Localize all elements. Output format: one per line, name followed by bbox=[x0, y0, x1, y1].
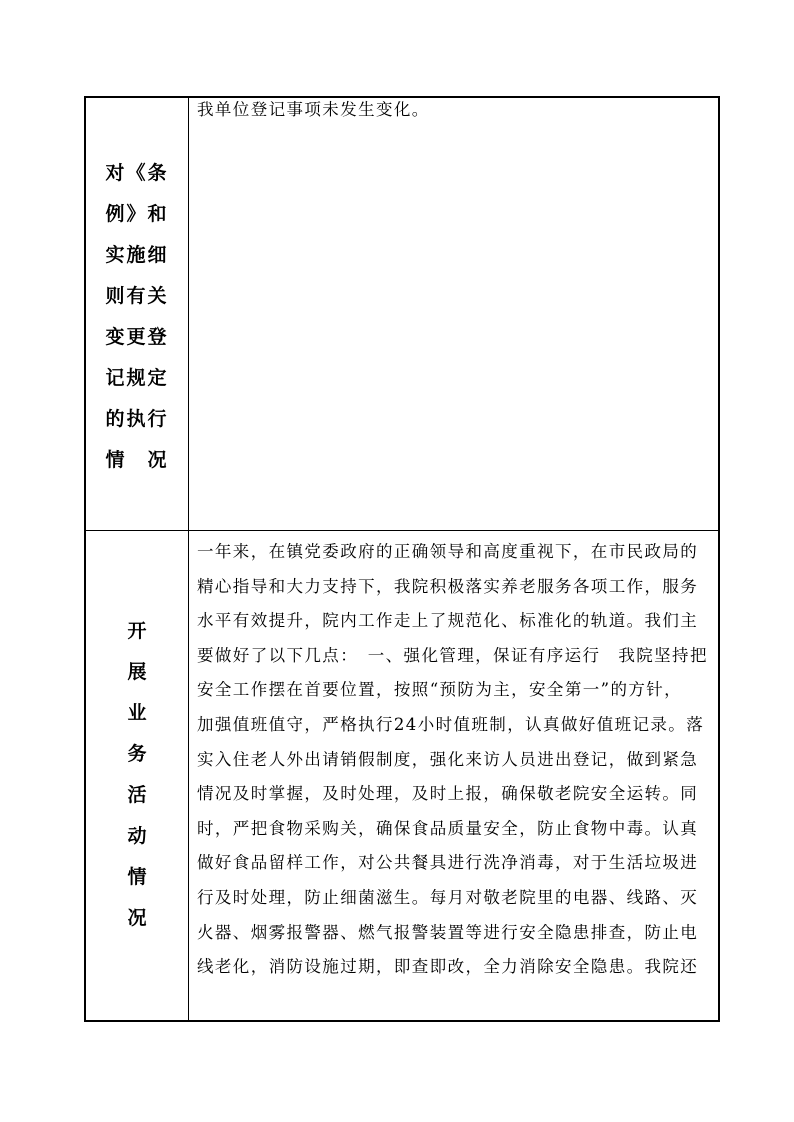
text-line: 做好食品留样工作，对公共餐具进行洗净消毒，对于生活垃圾进 bbox=[197, 853, 699, 873]
label-line: 变更登 bbox=[105, 326, 169, 348]
label-line: 记规定 bbox=[105, 367, 169, 389]
label-char: 况 bbox=[127, 907, 147, 929]
label-char: 务 bbox=[127, 743, 147, 765]
table-row-business-activities bbox=[86, 531, 718, 1020]
row-label bbox=[86, 153, 188, 481]
registration-form-table bbox=[84, 96, 720, 1022]
label-char: 开 bbox=[127, 620, 147, 642]
label-line: 的执行 bbox=[105, 408, 169, 430]
label-line: 例》和 bbox=[105, 203, 169, 225]
label-char: 业 bbox=[127, 702, 147, 724]
row-label-cell bbox=[86, 531, 189, 1020]
label-line: 则有关 bbox=[105, 285, 169, 307]
row-label-cell bbox=[86, 98, 189, 530]
text-line: 实入住老人外出请销假制度，强化来访人员进出登记，做到紧急 bbox=[197, 749, 699, 769]
row-content-cell bbox=[189, 531, 718, 1020]
text-line: 我单位登记事项未发生变化。 bbox=[197, 100, 430, 119]
cell-paragraph bbox=[189, 535, 718, 985]
table-row-registration-change bbox=[86, 98, 718, 531]
label-line: 情 况 bbox=[105, 449, 169, 471]
text-line: 水平有效提升，院内工作走上了规范化、标准化的轨道。我们主 bbox=[197, 611, 699, 631]
label-line: 实施细 bbox=[105, 244, 169, 266]
cell-paragraph bbox=[189, 93, 718, 128]
label-char: 展 bbox=[127, 661, 147, 683]
text-line: 要做好了以下几点： 一、强化管理，保证有序运行 我院坚持把 bbox=[197, 645, 708, 665]
text-line: 加强值班值守，严格执行24小时值班制，认真做好值班记录。落 bbox=[197, 714, 705, 734]
text-line: 线老化，消防设施过期，即查即改，全力消除安全隐患。我院还 bbox=[197, 957, 699, 977]
text-line: 安全工作摆在首要位置，按照“预防为主，安全第一”的方针， bbox=[197, 680, 683, 700]
label-line: 对《条 bbox=[105, 162, 169, 184]
label-char: 情 bbox=[127, 866, 147, 888]
text-line: 一年来，在镇党委政府的正确领导和高度重视下，在市民政局的 bbox=[197, 542, 699, 561]
text-line: 精心指导和大力支持下，我院积极落实养老服务各项工作，服务 bbox=[197, 576, 699, 596]
label-char: 动 bbox=[127, 825, 147, 847]
text-line: 时，严把食物采购关，确保食品质量安全，防止食物中毒。认真 bbox=[197, 818, 699, 838]
row-content-cell bbox=[189, 98, 718, 530]
text-line: 行及时处理，防止细菌滋生。每月对敬老院里的电器、线路、灭 bbox=[197, 887, 699, 907]
row-label bbox=[86, 611, 188, 939]
text-line: 情况及时掌握，及时处理，及时上报，确保敬老院安全运转。同 bbox=[197, 784, 699, 804]
text-line: 火器、烟雾报警器、燃气报警装置等进行安全隐患排查，防止电 bbox=[197, 922, 699, 942]
label-char: 活 bbox=[127, 784, 147, 806]
